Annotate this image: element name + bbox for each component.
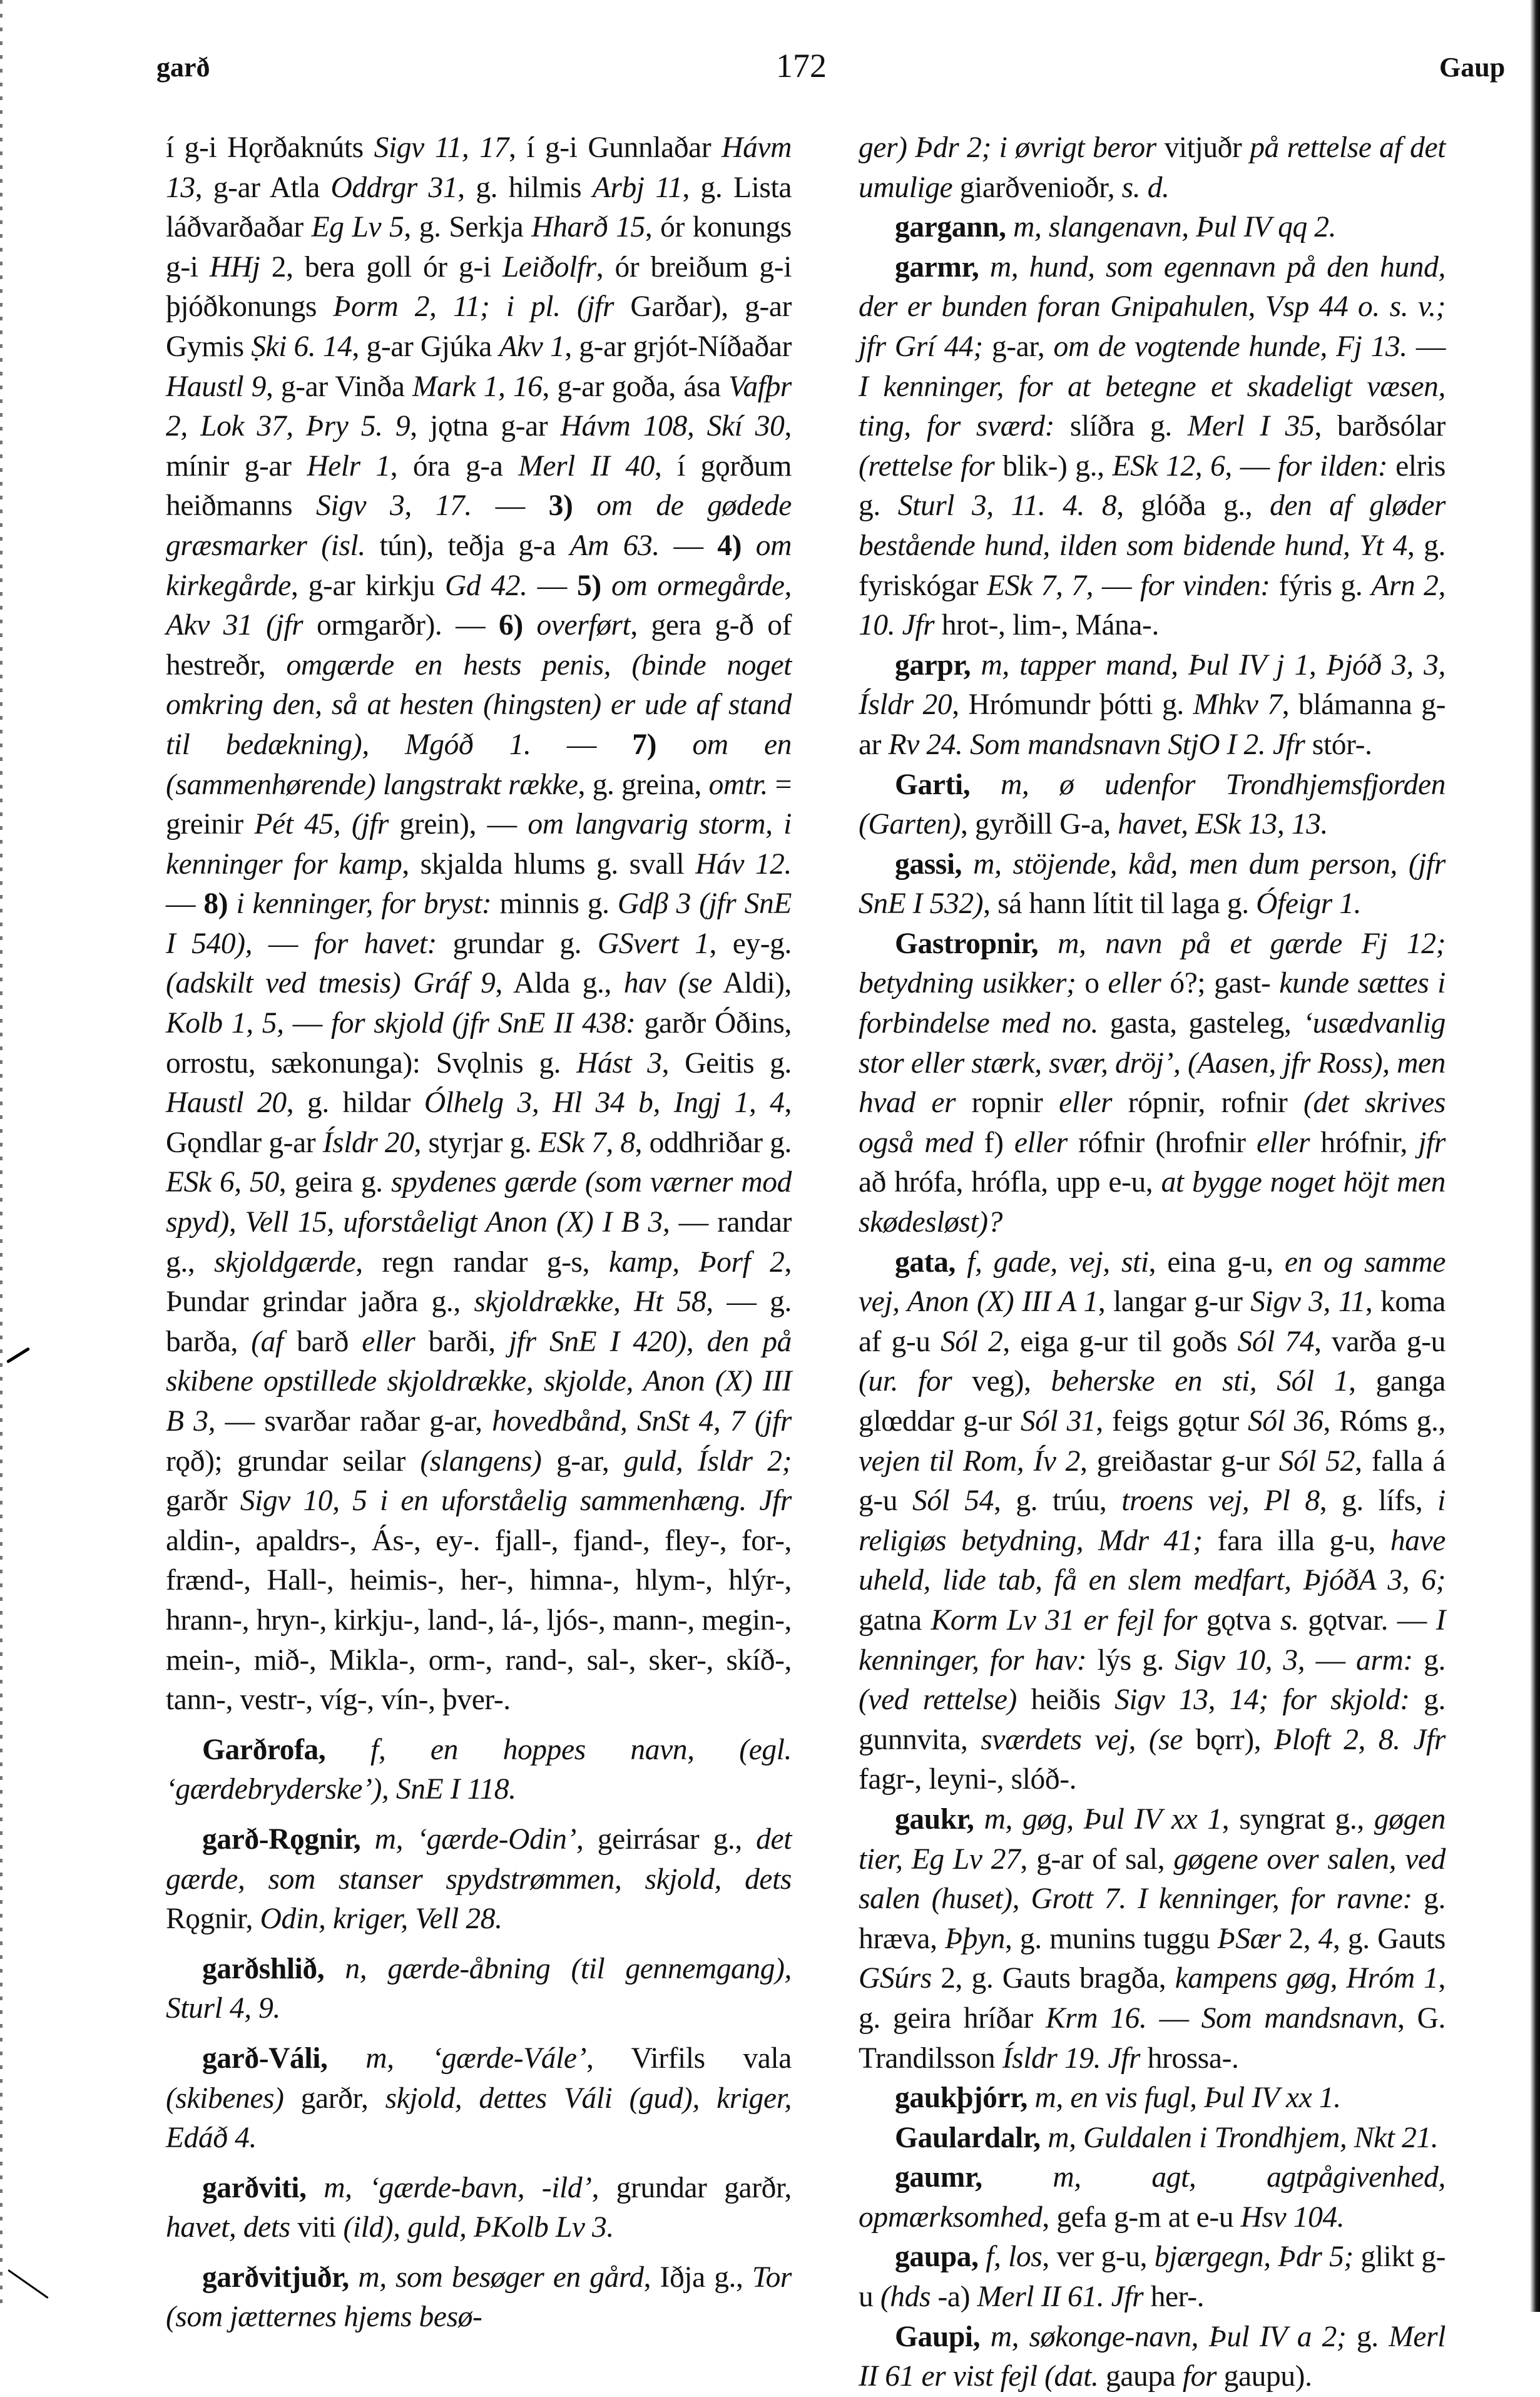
entry-body: m, en vis fugl, Þul IV xx 1. [1034,2082,1341,2115]
headword: gaukr, [895,1802,974,1836]
dictionary-entry [859,765,1446,845]
headword: gaumr, [895,2161,982,2194]
headword: garðviti, [202,2171,307,2204]
headword: garðvitjuðr, [202,2261,349,2294]
running-head-right: Gaup [1439,52,1506,83]
headword: gaukþjórr, [895,2082,1028,2115]
dictionary-entry [859,845,1446,924]
entry-body: í g-i Hǫrðaknúts Sigv 11, 17, í g-i Gunnlaðar Hávm 13, g-ar Atla Oddrgr 31, g. hilmis Arbj 11, g. Lista láðvarðaðar Eg Lv 5, g. Serkja Hharð 15, ór konungs g-i HHj 2, bera goll ór g-i Leiðolfr, ór breiðum g-i þjóðkonungs Þorm 2, 11; i pl. (jfr Garðar), g-ar Gymis Ṣki 6. 14, g-ar Gjúka Akv 1, g-ar grjót-Níðaðar Haustl 9, g-ar Vinða Mark 1, 16, g-ar goða, ása Vafþr 2, Lok 37, Þry 5. 9, jǫtna g-ar Hávm 108, Skí 30, mínir g-ar Helr 1, óra g-a Merl II 40, í gǫrðum heiðmanns Sigv 3, 17. — 3) om de gødede græsmarker (isl. tún), teðja g-a Am 63. — 4) om kirkegårde, g-ar kirkju Gd 42. — 5) om ormegårde, Akv 31 (jfr ormgarðr). — 6) overført, gera g-ð of hestreðr, omgærde en hests penis, (binde noget omkring den, så at hesten (hingsten) er ude af stand til bedækning), Mgóð 1. — 7) om en (sammenhørende) langstrakt række, g. greina, omtr. = greinir Pét 45, (jfr grein), — om langvarig storm, i kenninger for kamp, skjalda hlums g. svall Háv 12. — 8) i kenninger, for bryst: minnis g. Gdβ 3 (jfr SnE I 540), — for havet: grundar g. GSvert 1, ey-g. (adskilt ved tmesis) Gráf 9, Alda g., hav (se Aldi), Kolb 1, 5, — for skjold (jfr SnE II 438: garðr Óðins, orrostu, sækonunga): Svǫlnis g. Hást 3, Geitis g. Haustl 20, g. hildar Ólhelg 3, Hl 34 b, Ingj 1, 4, Gǫndlar g-ar Ísldr 20, styrjar g. ESk 7, 8, oddhriðar g. ESk 6, 50, geira g. spydenes gærde (som værner mod spyd), Vell 15, uforståeligt Anon (X) I B 3, — randar g., skjoldgærde, regn randar g-s, kamp, Þorf 2, Þundar grindar jaðra g., skjoldrække, Ht 58, — g. barða, (af barð eller barði, jfr SnE I 420), den på skibene opstillede skjoldrække, skjolde, Anon (X) III B 3, — svarðar raðar g-ar, hovedbånd, SnSt 4, 7 (jfr rǫð); grundar seilar (slangens) g-ar, guld, Ísldr 2; garðr Sigv 10, 5 i en uforståelig sammenhæng. Jfr aldin-, apaldrs-, Ás-, ey-. fjall-, fjand-, fley-, for-, frænd-, Hall-, heimis-, her-, himna-, hlym-, hlýr-, hrann-, hryn-, kirkju-, land-, lá-, ljós-, mann-, megin-, mein-, mið-, Mikla-, orm-, rand-, sal-, sker-, skíð-, tann-, vestr-, víg-, vín-, þver-. [166,131,792,1717]
dictionary-entry [859,646,1446,765]
dictionary-entry [859,2237,1446,2317]
headword: Garti, [895,768,971,801]
headword: Gaupi, [895,2320,981,2353]
dictionary-entry [859,248,1446,646]
entry-continuation [166,128,792,1720]
headword: Garðrofa, [202,1733,326,1766]
running-head-left: garð [156,52,210,83]
entry-body: ger) Þdr 2; i øvrigt beror vitjuðr på rettelse af det umulige giarðvenioðr, s. d. [859,131,1446,204]
entry-body: m, som besøger en gård, Iðja g., Tor (som jætternes hjems besø- [166,2261,792,2334]
headword: Gaulardalr, [895,2121,1041,2154]
dictionary-entry [859,2078,1446,2118]
dictionary-entry [859,2318,1446,2397]
dictionary-entry [859,2158,1446,2237]
headword: garð-Rǫgnir, [202,1822,361,1856]
entry-body: m, søkonge-navn, Þul IV a 2; g. Merl II 61 er vist fejl (dat. gaupa for gaupu). [859,2320,1446,2393]
entry-body: m, slangenavn, Þul IV qq 2. [1013,211,1337,244]
dictionary-entry [859,208,1446,248]
entry-continuation [859,128,1446,208]
entry-body: m, ‘gærde-bavn, -ild’, grundar garðr, havet, dets viti (ild), guld, ÞKolb Lv 3. [166,2171,792,2244]
headword: gargann, [895,211,1006,244]
scan-edge-right [1530,0,1540,2312]
dictionary-entry [859,1243,1446,1800]
entry-body: m, gøg, Þul IV xx 1, syngrat g., gøgen tier, Eg Lv 27, g-ar of sal, gøgene over salen, ved salen (huset), Grott 7. I kenninger, for ravne: g. hræva, Þþyn, g. munins tuggu ÞSær 2, 4, g. Gauts GSúrs 2, g. Gauts bragða, kampens gøg, Hróm 1, g. geira hríðar Krm 16. — Som mandsnavn, G. Trandilsson Ísldr 19. Jfr hrossa-. [859,1802,1446,2075]
entry-body: m, Guldalen i Trondhjem, Nkt 21. [1048,2121,1439,2154]
pen-mark [6,1347,30,1363]
headword: Gastropnir, [895,927,1039,960]
entry-body: m, ‘gærde-Vále’, Virfils vala (skibenes) garðr, skjold, dettes Váli (gud), kriger, Edáð 4. [166,2042,792,2155]
entry-body: f, los, ver g-u, bjærgegn, Þdr 5; glikt g-u (hds -a) Merl II 61. Jfr her-. [859,2241,1446,2314]
left-column [166,128,792,2338]
scan-edge-left [0,0,3,2312]
headword: gassi, [895,847,962,881]
entry-body: m, agt, agtpågivenhed, opmærksomhed, gefa g-m at e-u Hsv 104. [859,2161,1446,2234]
headword: garpr, [895,648,971,682]
entry-body: f, gade, vej, sti, eina g-u, en og samme vej, Anon (X) III A 1, langar g-ur Sigv 3, 11, koma af g-u Sól 2, eiga g-ur til goðs Sól 74, varða g-u (ur. for veg), beherske en sti, Sól 1, ganga glœddar g-ur Sól 31, feigs gǫtur Sól 36, Róms g., vejen til Rom, Ív 2, greiðastar g-ur Sól 52, falla á g-u Sól 54, g. trúu, troens vej, Pl 8, g. lífs, i religiøs betydning, Mdr 41; fara illa g-u, have uheld, lide tab, få en slem medfart, ÞjóðA 3, 6; gatna Korm Lv 31 er fejl for gǫtva s. gǫtvar. — I kenninger, for hav: lýs g. Sigv 10, 3, — arm: g. (ved rettelse) heiðis Sigv 13, 14; for skjold: g. gunnvita, sværdets vej, (se bǫrr), Þloft 2, 8. Jfr fagr-, leyni-, slóð-. [859,1245,1446,1796]
dictionary-entry [166,2039,792,2159]
entry-body: f, en hoppes navn, (egl. ‘gærdebryderske’), SnE I 118. [166,1733,792,1806]
entry-body: m, ‘gærde-Odin’, geirrásar g., det gærde, som stanser spydstrømmen, skjold, dets Rǫgnir, Odin, kriger, Vell 28. [166,1822,792,1936]
entry-body: m, hund, som egennavn på den hund, der er bunden foran Gnipahulen, Vsp 44 o. s. v.; jfr Grí 44; g-ar, om de vogtende hunde, Fj 13. — I kenninger, for at betegne et skadeligt væsen, ting, for sværd: slíðra g. Merl I 35, barðsólar (rettelse for blik-) g., ESk 12, 6, — for ilden: elris g. Sturl 3, 11. 4. 8, glóða g., den af gløder bestående hund, ilden som bidende hund, Yt 4, g. fyriskógar ESk 7, 7, — for vinden: fýris g. Arn 2, 10. Jfr hrot-, lim-, Mána-. [859,250,1446,642]
headword: gata, [895,1245,956,1279]
dictionary-entry [166,1730,792,1810]
entry-body: n, gærde-åbning (til gennemgang), Sturl 4, 9. [166,1952,792,2025]
entry-body: m, tapper mand, Þul IV j 1, Þjóð 3, 3, Ísldr 20, Hrómundr þótti g. Mhkv 7, blámanna g-ar Rv 24. Som mandsnavn StjO I 2. Jfr stór-. [859,648,1446,761]
dictionary-entry [859,1800,1446,2078]
headword: garðshlið, [202,1952,325,1985]
entry-body: m, stöjende, kåd, men dum person, (jfr SnE I 532), sá hann lítit til laga g. Ófeigr 1. [859,847,1446,921]
page-number: 172 [776,47,827,84]
headword: garmr, [895,250,979,284]
entry-body: m, navn på et gærde Fj 12; betydning usikker; o eller ó?; gast- kunde sættes i forbindelse med no. gasta, gasteleg, ‘usædvanlig stor eller stærk, svær, dröj’, (Aasen, jfr Ross), men hvad er ropnir eller rópnir, rofnir (det skrives også med f) eller rófnir (hrofnir eller hrófnir, jfr að hrófa, hrófla, upp e-u, at bygge noget höjt men skødesløst)? [859,927,1446,1239]
right-column [859,128,1446,2397]
pen-mark [8,2269,49,2299]
entry-body: m, ø udenfor Trondhjemsfjorden (Garten), gyrðill G-a, havet, ESk 13, 13. [859,768,1446,841]
dictionary-entry [166,2258,792,2338]
dictionary-entry [859,2118,1446,2159]
headword: gaupa, [895,2241,979,2274]
dictionary-entry [859,924,1446,1243]
headword: garð-Váli, [202,2042,328,2075]
dictionary-entry [166,2169,792,2248]
dictionary-entry [166,1820,792,1940]
dictionary-entry [166,1950,792,2029]
